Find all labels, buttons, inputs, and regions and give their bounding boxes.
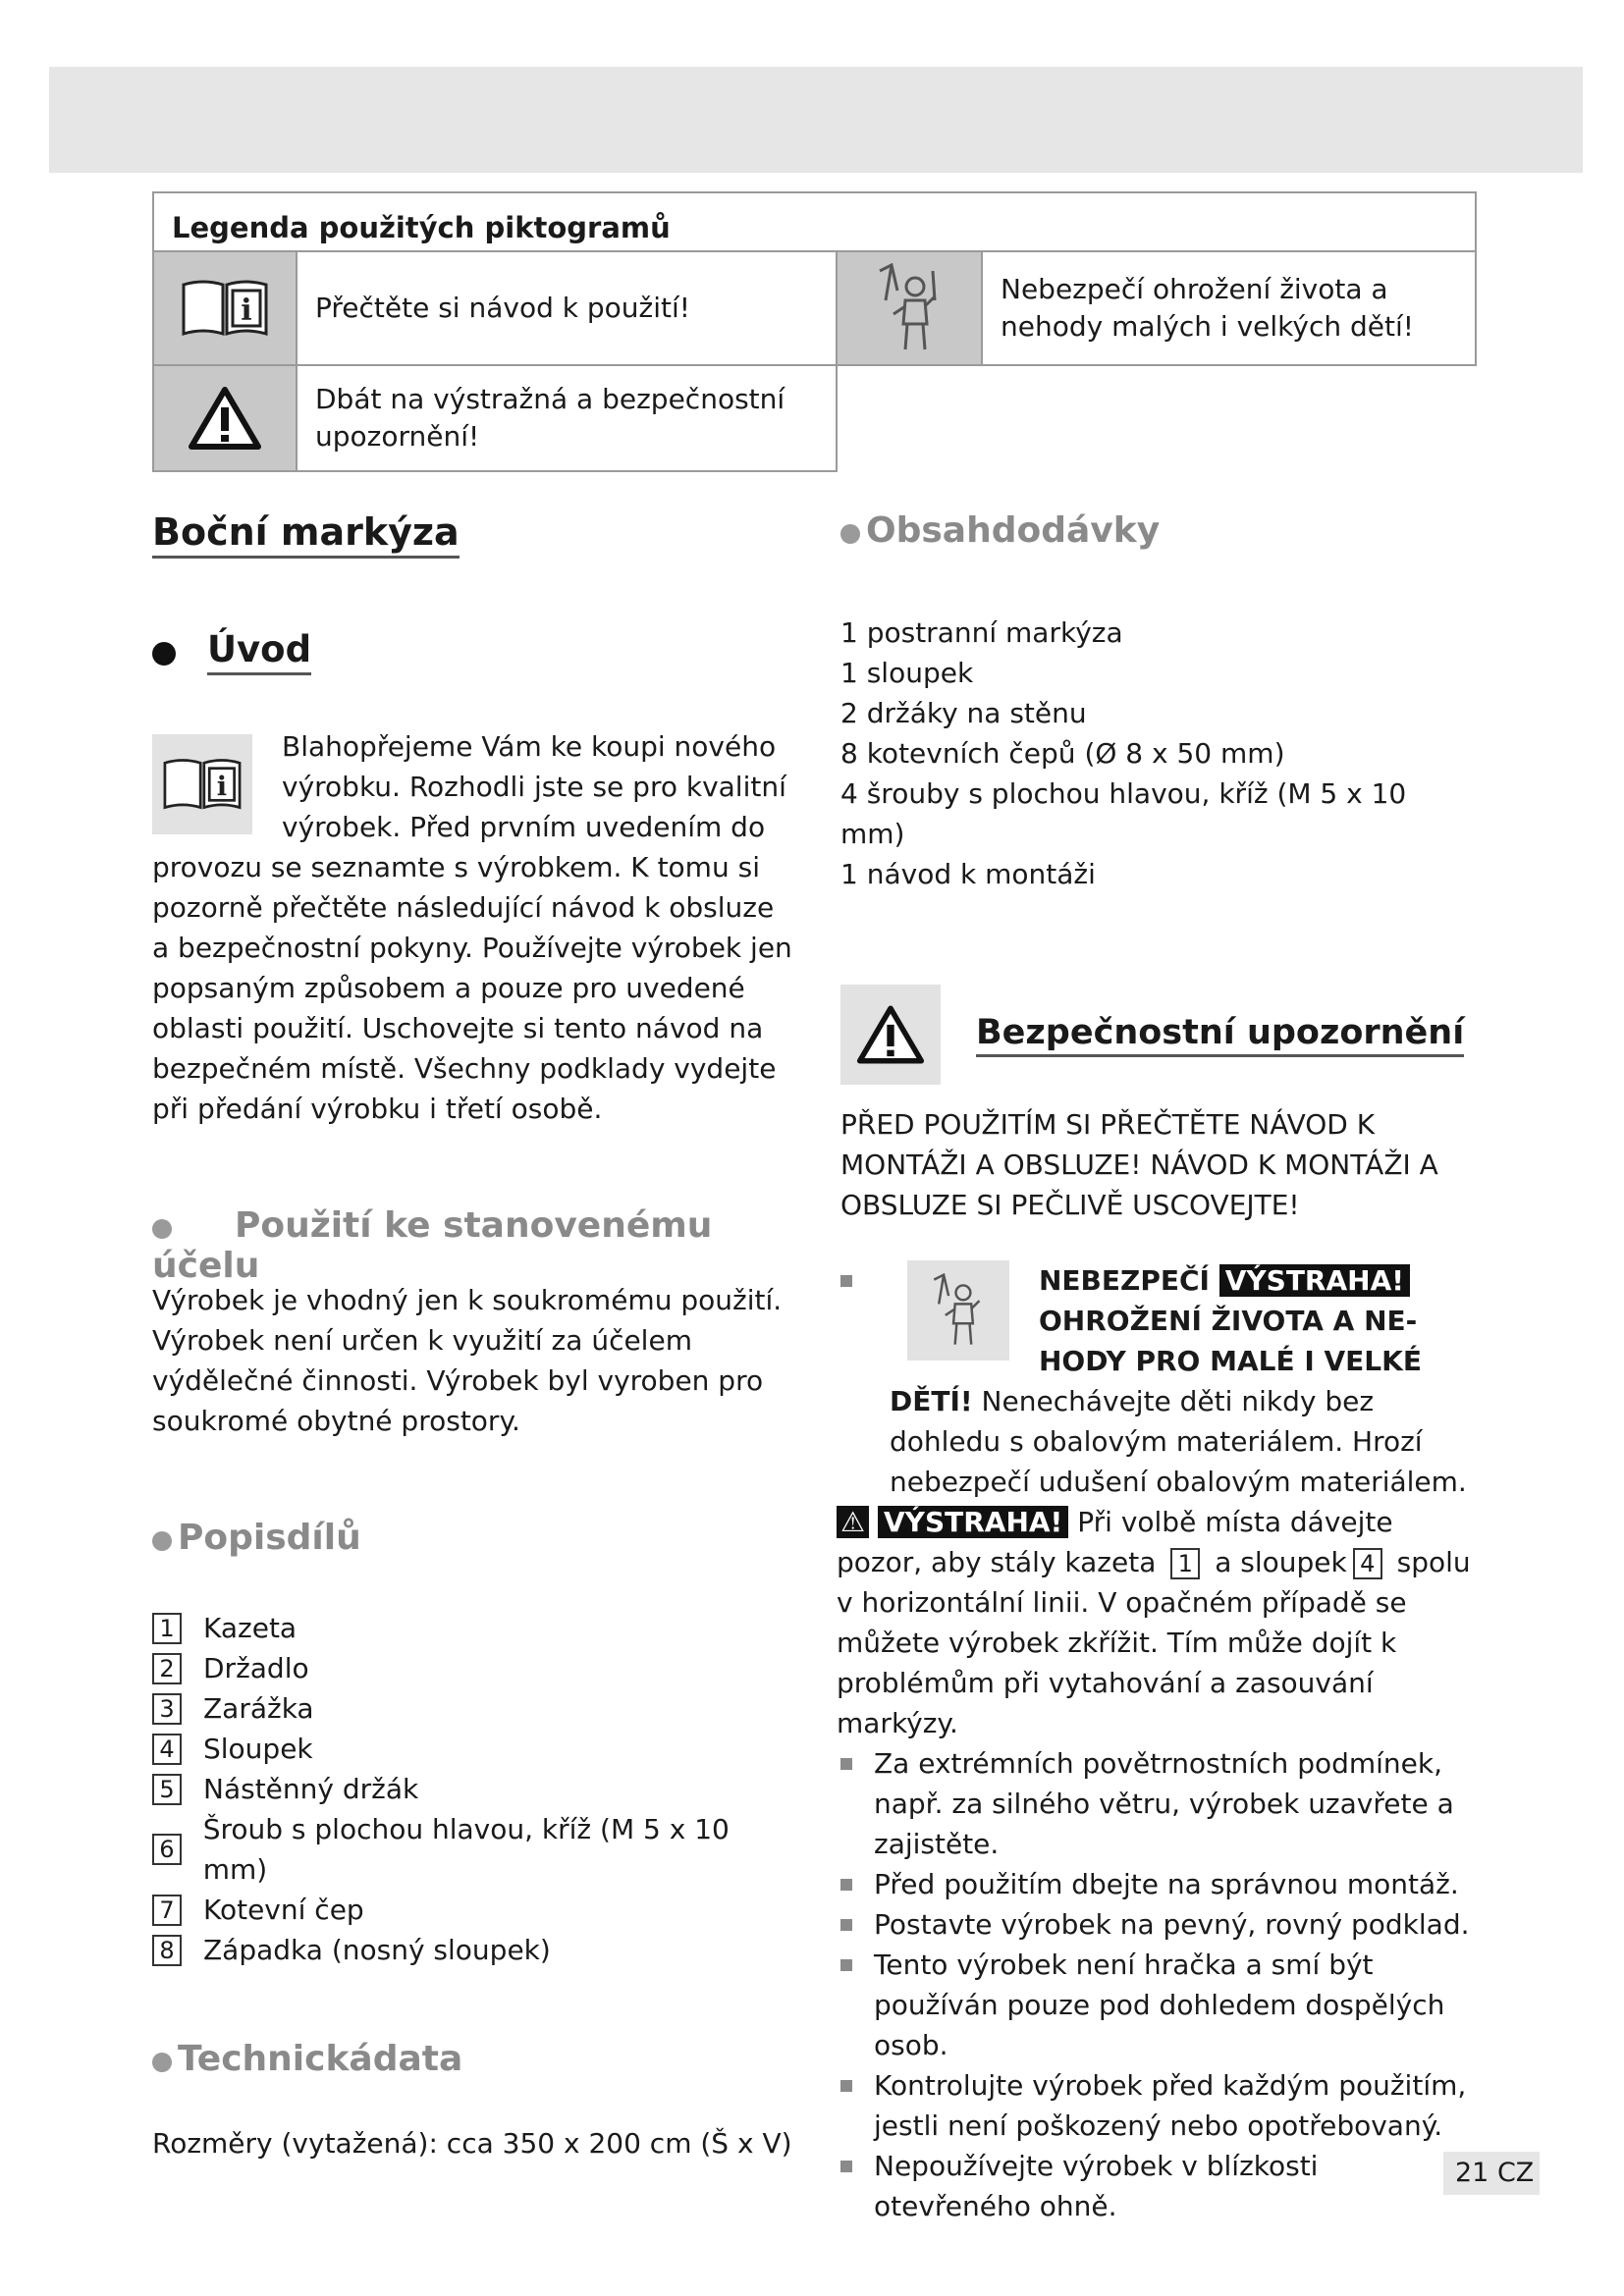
warning-triangle-icon: ⚠ (837, 1506, 869, 1538)
danger-label: NEBEZPEČÍ (1039, 1264, 1210, 1297)
list-item: 6 Šroub s plochou hlavou, kříž (M 5 x 10 mm) (152, 1809, 795, 1890)
use-text: Výrobek je vhodný jen k soukromému použití. Výrobek není určen k využití za účelem výdělečné činnosti. Výrobek byl vyroben pro soukromé obytné prostory. (152, 1284, 783, 1437)
right-column (837, 510, 1479, 2226)
tech-text: Rozměry (vytažená): cca 350 x 200 cm (Š x V) (152, 2127, 792, 2160)
warning-triangle-icon (152, 366, 298, 472)
bullet-dot-icon (152, 1531, 172, 1551)
contents-heading: Obsahdodávky (866, 510, 1161, 551)
list-item: 4 šrouby s plochou hlavou, kříž (M 5 x 10 mm) (840, 777, 1407, 850)
safety-bullets (840, 1743, 1479, 2226)
list-item: Za extrémních povětrnostních podmínek, např. za silného větru, výrobek uzavřete a zajistěte. (840, 1743, 1479, 1864)
list-item: 5 Nástěnný držák (152, 1769, 795, 1809)
legend-title: Legenda použitých piktogramů (152, 191, 1477, 250)
legend-read-manual: Přečtěte si návod k použití! (298, 250, 838, 366)
danger-line-1: OHROŽENÍ ŽIVOTA A NE- (1039, 1305, 1418, 1337)
legend-warning-note: Dbát na výstražná a bezpečnostní upozornění! (298, 366, 838, 472)
book-info-icon (152, 250, 298, 366)
list-item: 2 držáky na stěnu (840, 697, 1087, 729)
danger-block (840, 1260, 1479, 1502)
intro-heading: Úvod (207, 628, 311, 675)
vystraha-badge: VÝSTRAHA! (878, 1506, 1068, 1538)
product-title: Boční markýza (152, 510, 460, 559)
vystraha-badge: VÝSTRAHA! (1219, 1264, 1410, 1297)
list-item: Před použitím dbejte na správnou montáž. (840, 1864, 1479, 1904)
list-item: Kontrolujte výrobek před každým použitím, jestli není poškozený nebo opotřebovaný. (840, 2065, 1479, 2146)
list-item: 8 kotevních čepů (Ø 8 x 50 mm) (840, 737, 1285, 770)
warning-block: ⚠ VÝSTRAHA! Při volbě místa dávejte pozor, aby stály kazeta 1 a sloupek 4 spolu v horizontální linii. V opačném případě se můžete výrobek zkřížit. Tím může dojít k problémům při vytahování a zasouvání markýzy. (837, 1506, 1471, 1739)
list-item: Postavte výrobek na pevný, rovný podklad. (840, 1904, 1479, 1945)
danger-line-2: HODY PRO MALÉ I VELKÉ (1039, 1345, 1422, 1377)
legend-danger-children: Nebezpečí ohrožení života a nehody malých i velkých dětí! (983, 250, 1477, 366)
list-item: Nepoužívejte výrobek v blízkosti otevřeného ohně. (840, 2146, 1479, 2226)
bullet-square-icon (840, 1275, 852, 1287)
danger-text: DĚTÍ! Nenechávejte děti nikdy bez dohledu s obalovým materiálem. Hrozí nebezpečí udušení obalovým materiálem. (890, 1385, 1467, 1498)
tech-heading: Technickádata (178, 2039, 463, 2079)
child-danger-icon (838, 250, 983, 366)
list-item: 4 Sloupek (152, 1729, 795, 1769)
safety-heading: Bezpečnostní upozornění (976, 1013, 1464, 1057)
list-item: 1 Kazeta (152, 1608, 795, 1648)
list-item: 1 sloupek (840, 657, 974, 689)
intro-text: Blahopřejeme Vám ke koupi nového výrobku. Rozhodli jste se pro kvalitní výrobek. Před prvním uvedením do provozu se seznamte s výrobkem. K tomu si pozorně přečtěte následující návod k obsluze a bezpečnostní pokyny. Používejte výrobek jen popsaným způsobem a pouze pro uvedené oblasti použití. Uschovejte si tento návod na bezpečném místě. Všechny podklady vydejte při předání výrobku i třetí osobě. (152, 730, 792, 1125)
child-danger-icon (907, 1260, 1009, 1361)
list-item: 8 Západka (nosný sloupek) (152, 1930, 795, 1970)
pictogram-legend (152, 191, 1477, 472)
header-bar (49, 67, 1583, 173)
warning-triangle-icon (840, 985, 941, 1085)
svg-text:i: i (241, 294, 252, 328)
bullet-dot-icon (840, 524, 860, 544)
list-item: 2 Držadlo (152, 1648, 795, 1688)
svg-text:i: i (216, 770, 228, 802)
book-info-icon (152, 734, 252, 834)
safety-caps-text: PŘED POUŽITÍM SI PŘEČTĚTE NÁVOD K MONTÁŽI A OBSLUZE! NÁVOD K MONTÁŽI A OBSLUZE SI PEČLIVĚ USCOVEJTE! (840, 1108, 1438, 1221)
left-column (152, 510, 795, 2163)
bullet-dot-icon (152, 2053, 172, 2072)
parts-heading: Popisdílů (178, 1518, 361, 1558)
use-heading: Použití ke stanovenému účelu (152, 1205, 713, 1286)
list-item: 3 Zarážka (152, 1688, 795, 1729)
list-item: 1 postranní markýza (840, 616, 1123, 649)
intro-section (152, 726, 795, 1129)
list-item: 7 Kotevní čep (152, 1890, 795, 1930)
list-item: Tento výrobek není hračka a smí být používán pouze pod dohledem dospělých osob. (840, 1945, 1479, 2065)
page-number: 21 CZ (1443, 2152, 1540, 2195)
contents-list (840, 613, 1479, 894)
bullet-dot-icon (152, 1219, 172, 1239)
list-item: 1 návod k montáži (840, 858, 1096, 890)
bullet-dot-icon (152, 642, 176, 666)
parts-list (152, 1608, 795, 1970)
